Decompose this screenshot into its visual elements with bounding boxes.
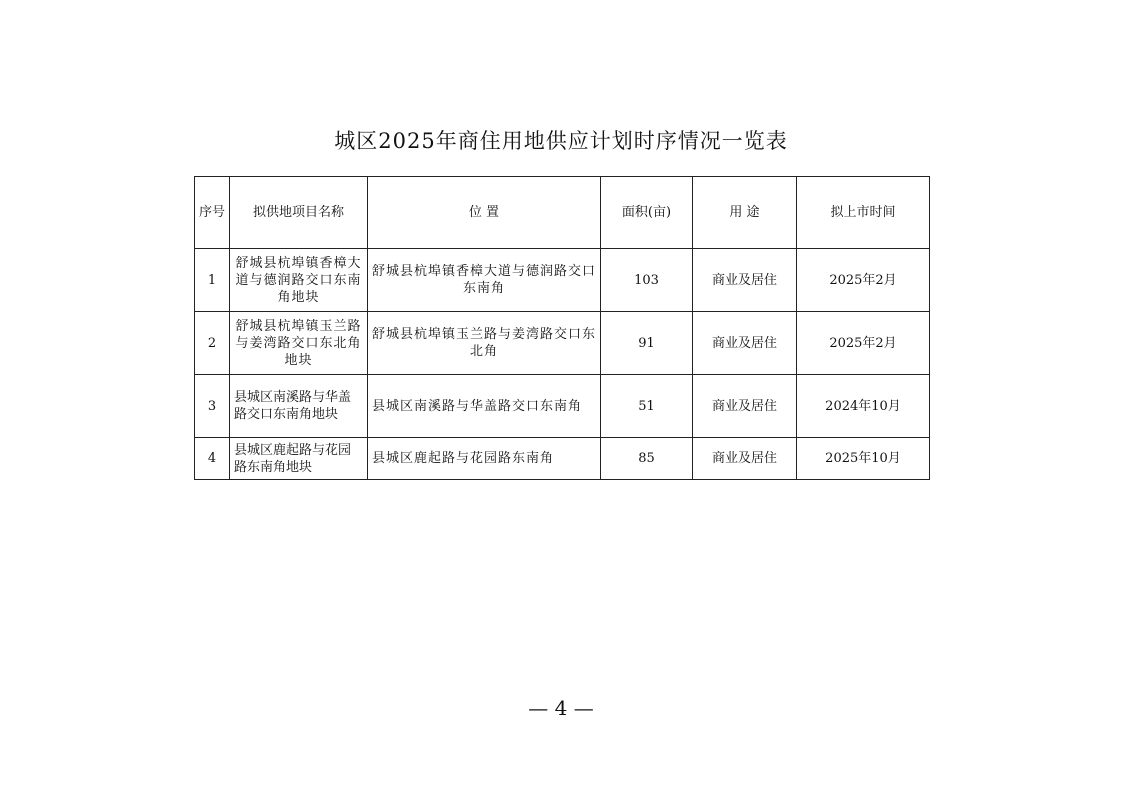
cell-time: 2025年2月: [797, 312, 930, 375]
cell-time: 2025年10月: [797, 438, 930, 480]
page-number: — 4 —: [528, 696, 594, 720]
cell-use: 商业及居住: [693, 375, 797, 438]
table-row: [195, 438, 930, 480]
cell-seq: 1: [195, 249, 230, 312]
header-time: 拟上市时间: [797, 177, 930, 249]
cell-seq: 3: [195, 375, 230, 438]
header-name: 拟供地项目名称: [230, 177, 368, 249]
header-location: 位 置: [368, 177, 601, 249]
table-header-row: [195, 177, 930, 249]
table-row: [195, 249, 930, 312]
cell-seq: 4: [195, 438, 230, 480]
cell-use: 商业及居住: [693, 438, 797, 480]
cell-time: 2025年2月: [797, 249, 930, 312]
page-title: 城区2025年商住用地供应计划时序情况一览表: [334, 129, 788, 153]
header-use: 用 途: [693, 177, 797, 249]
cell-seq: 2: [195, 312, 230, 375]
cell-location: 舒城县杭埠镇香樟大道与德润路交口东南角: [368, 249, 601, 312]
cell-location: 县城区南溪路与华盖路交口东南角: [368, 375, 601, 438]
cell-name: 县城区鹿起路与花园路东南角地块: [230, 438, 368, 480]
cell-name: 舒城县杭埠镇香樟大道与德润路交口东南角地块: [230, 249, 368, 312]
land-supply-table: [194, 176, 930, 480]
header-area: 面积(亩): [601, 177, 693, 249]
cell-use: 商业及居住: [693, 312, 797, 375]
cell-area: 51: [601, 375, 693, 438]
table-row: [195, 312, 930, 375]
cell-location: 舒城县杭埠镇玉兰路与姜湾路交口东北角: [368, 312, 601, 375]
cell-area: 91: [601, 312, 693, 375]
cell-name: 舒城县杭埠镇玉兰路与姜湾路交口东北角地块: [230, 312, 368, 375]
table-row: [195, 375, 930, 438]
header-seq: 序号: [195, 177, 230, 249]
cell-use: 商业及居住: [693, 249, 797, 312]
cell-area: 103: [601, 249, 693, 312]
cell-location: 县城区鹿起路与花园路东南角: [368, 438, 601, 480]
cell-time: 2024年10月: [797, 375, 930, 438]
cell-name: 县城区南溪路与华盖路交口东南角地块: [230, 375, 368, 438]
cell-area: 85: [601, 438, 693, 480]
